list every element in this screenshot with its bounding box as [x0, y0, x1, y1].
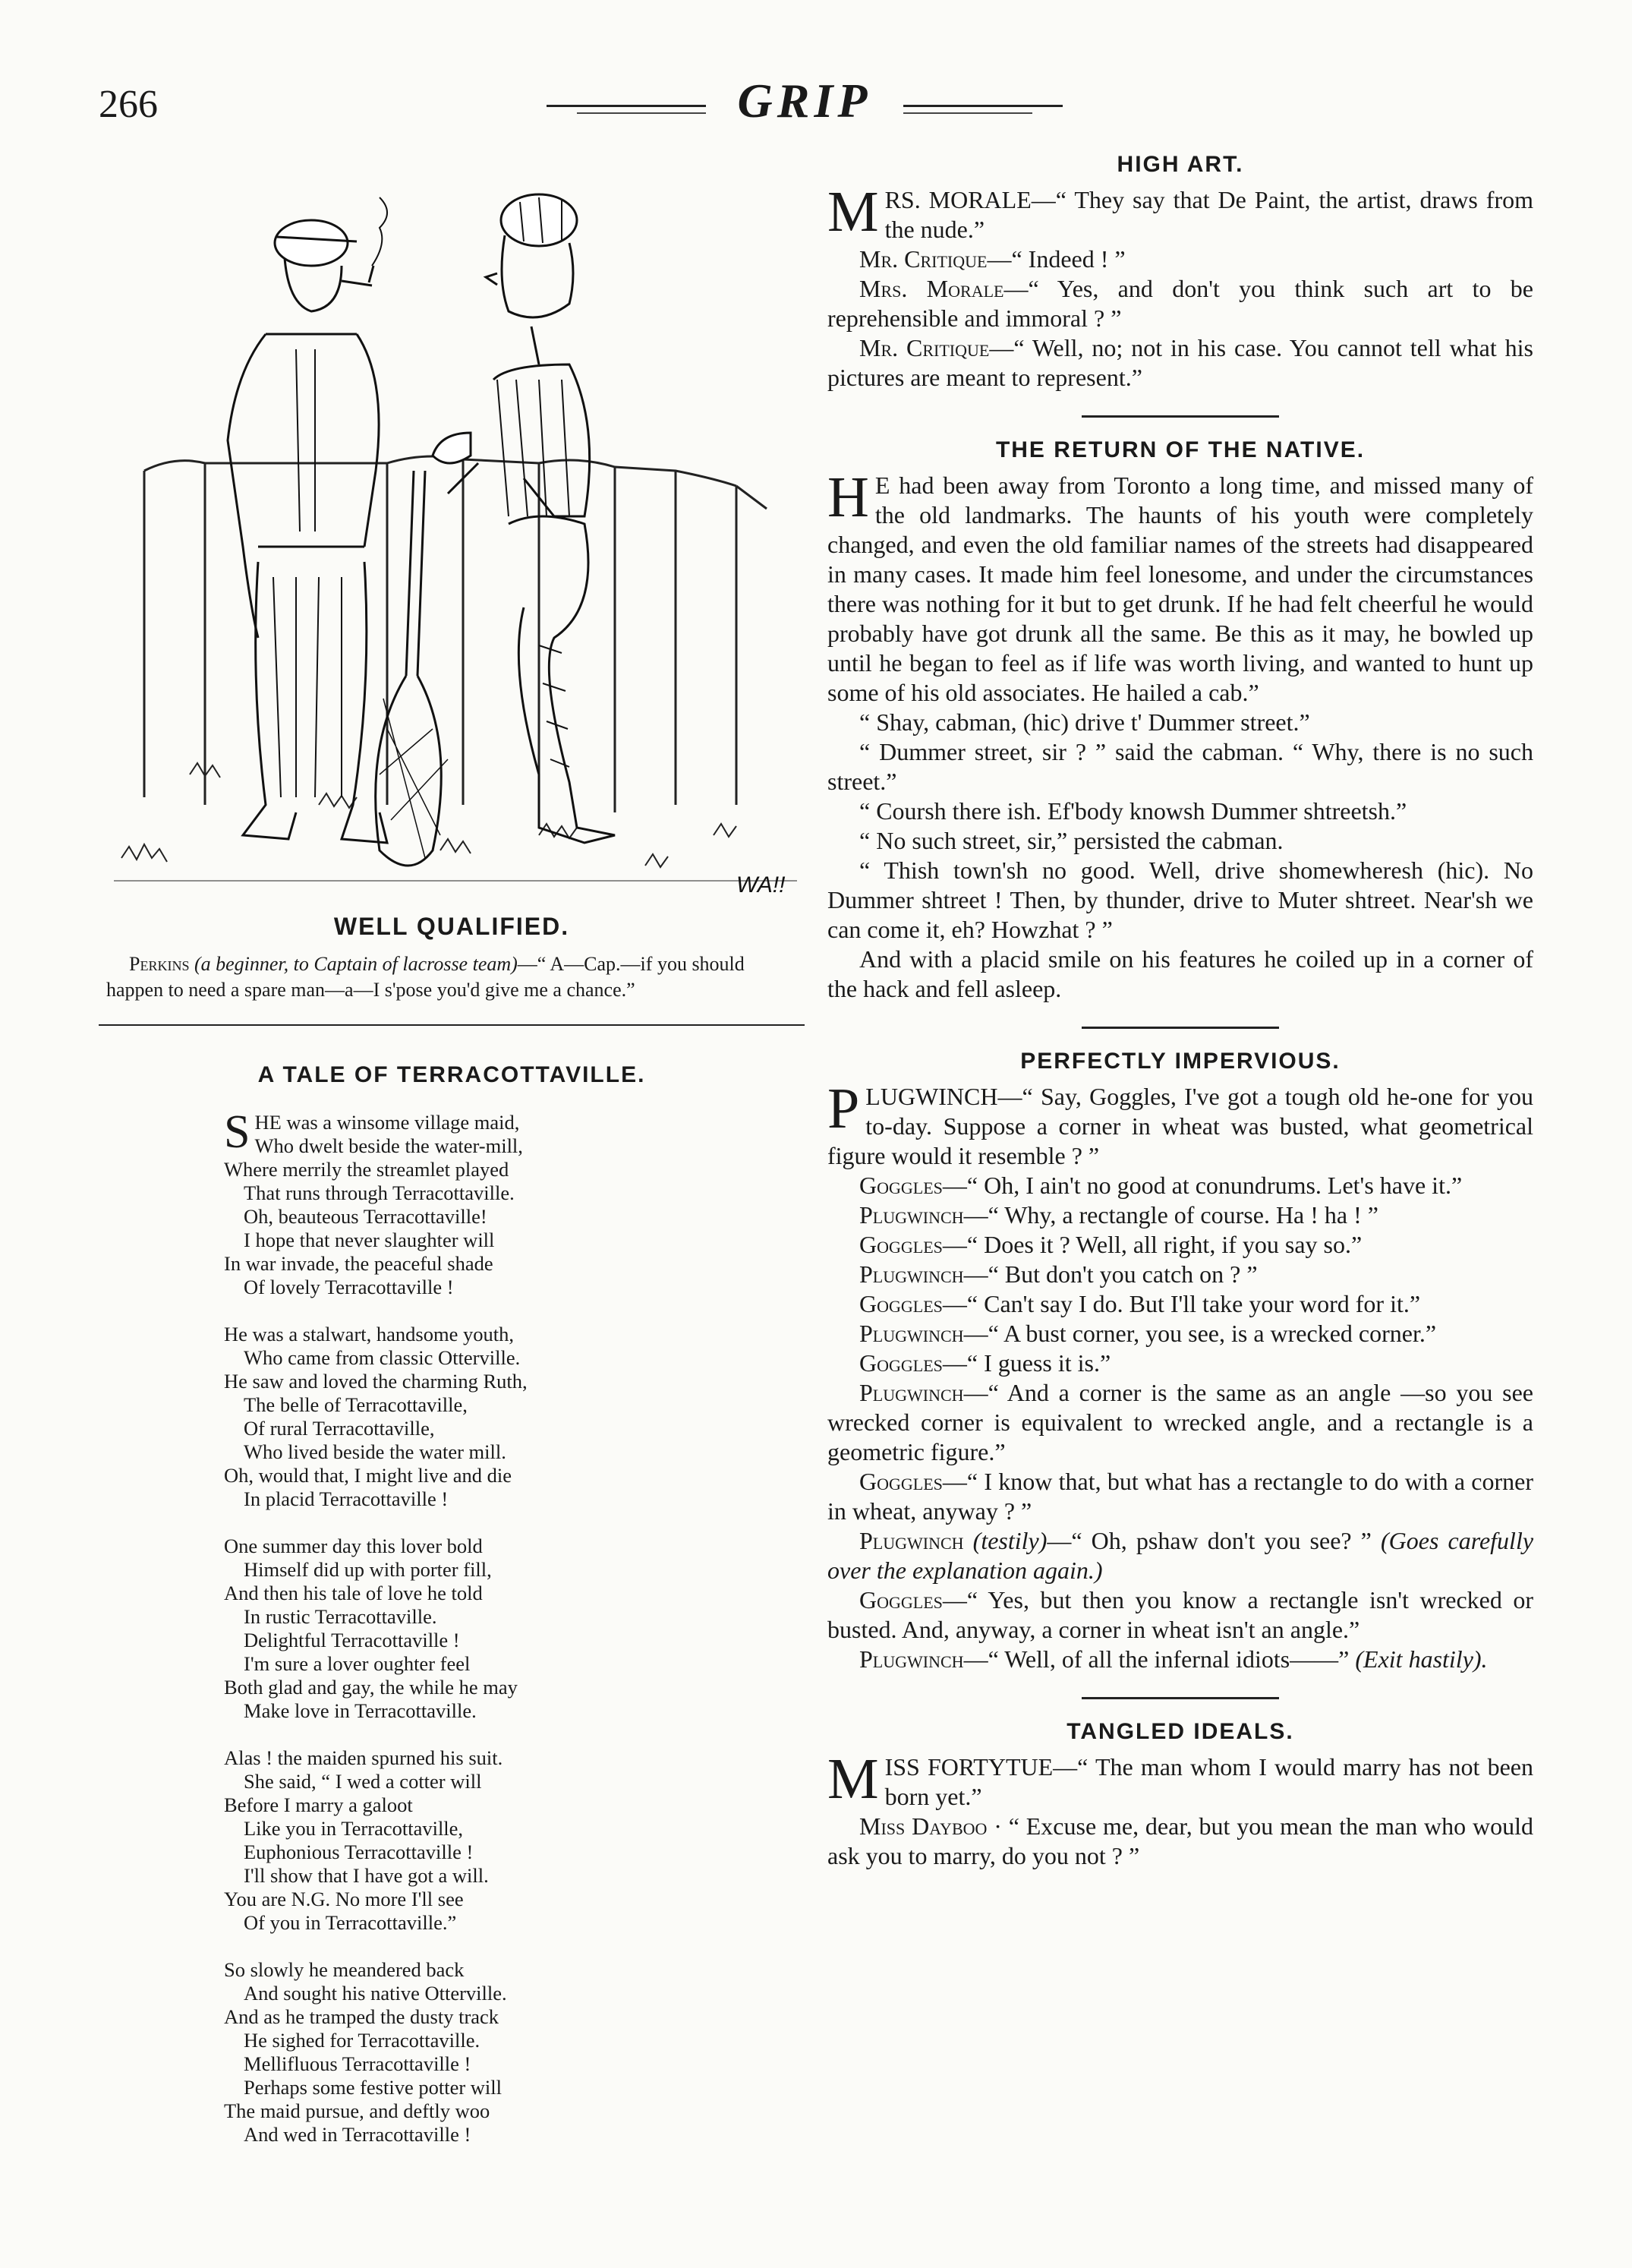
article-paragraph [827, 1171, 1533, 1200]
poem-line: She said, “ I wed a cotter will [244, 1770, 482, 1793]
poem-line: Who lived beside the water mill. [244, 1440, 506, 1463]
article-text: —“ Why, a rectangle of course. Ha ! ha ! ” [963, 1201, 1378, 1229]
poem-line: You are N.G. No more I'll see [224, 1888, 464, 1910]
speaker-name: Goggles [859, 1172, 943, 1199]
article-paragraph [827, 274, 1533, 333]
article-text: —“ Well, of all the infernal idiots——” [963, 1645, 1350, 1673]
stage-direction: (testily) [972, 1527, 1048, 1554]
speaker-name: Mrs. Morale [859, 275, 1004, 302]
poem-title: A TALE OF TERRACOTTAVILLE. [257, 1062, 646, 1087]
poem-line: Of rural Terracottaville, [244, 1417, 435, 1440]
stage-direction: (Exit hastily). [1355, 1645, 1488, 1673]
article-text: —“ Yes, and don't you think such art to be reprehensible and immoral ? ” [827, 275, 1533, 332]
poem-stanza [224, 1958, 805, 2147]
article-text: —“ I know that, but what has a rectangle to do with a corner in wheat, anyway ? ” [827, 1468, 1533, 1525]
poem-line: And sought his native Otterville. [244, 1982, 507, 2005]
perkins-figure-icon [433, 194, 615, 843]
poem-line: So slowly he meandered back [224, 1958, 465, 1981]
article-text: —“ A bust corner, you see, is a wrecked corner.” [963, 1320, 1437, 1347]
grass-icon [114, 763, 797, 881]
article-text: · “ Excuse me, dear, but you mean the man who would ask you to marry, do you not ? ” [827, 1812, 1533, 1869]
article-paragraph [827, 1645, 1533, 1674]
speaker-name: Goggles [859, 1349, 943, 1377]
speaker-name: Plugwinch [859, 1645, 964, 1673]
page-number: 266 [99, 83, 158, 126]
speaker-name: Plugwinch [859, 1320, 964, 1347]
article-paragraph: “ Shay, cabman, (hic) drive t' Dummer street.” [859, 708, 1310, 736]
poem-line: I'm sure a lover oughter feel [244, 1652, 471, 1675]
article-paragraph [827, 1526, 1533, 1585]
article-paragraph: And with a placid smile on his features he coiled up in a corner of the hack and fell asleep. [827, 945, 1533, 1002]
dropcap: M [827, 1747, 879, 1811]
article-text: —“ Indeed ! ” [987, 245, 1126, 273]
tangled-article [827, 1747, 1533, 1871]
speaker-name: Goggles [859, 1468, 943, 1495]
speaker-name: Goggles [859, 1290, 943, 1317]
article-paragraph [827, 1467, 1533, 1526]
poem-line: And wed in Terracottaville ! [244, 2123, 471, 2146]
section-divider [1082, 415, 1279, 418]
poem-stanza [224, 1746, 805, 1935]
section-divider [99, 1024, 805, 1026]
article-paragraph [827, 333, 1533, 393]
poem-line: And as he tramped the dusty track [224, 2005, 499, 2028]
speaker-name: RS. MORALE [884, 186, 1032, 213]
poem-line: And then his tale of love he told [224, 1582, 483, 1604]
poem-line: Of lovely Terracottaville ! [244, 1276, 454, 1298]
dropcap: M [827, 180, 879, 244]
article-text: —“ But don't you catch on ? ” [963, 1260, 1258, 1288]
article-paragraph [827, 1077, 1533, 1171]
right-column [827, 152, 1533, 1871]
poem-line: Oh, would that, I might live and die [224, 1464, 512, 1487]
cartoon-stage-direction: (a beginner, to Captain of lacrosse team) [194, 953, 518, 975]
article-paragraph [827, 244, 1533, 274]
poem-line: HE was a winsome village maid, [254, 1111, 520, 1134]
article-paragraph [827, 1230, 1533, 1260]
article-text: —“ Well, no; not in his case. You cannot tell what his pictures are meant to represent.” [827, 334, 1534, 391]
article-text: E had been away from Toronto a long time, and missed many of the old landmarks. The haunts of his youth were completely changed, and even the old familiar names of the streets had disappeared in many cases. It made him feel lonesome, and under the circumstances there was nothing for it but to get drunk. If he had felt cheerful he would probably have got drunk all the same. Be this as it may, he bowled up until he began to feel as if life was worth living, and wanted to hunt up some of his old associates. He hailed a cab.” [827, 472, 1533, 706]
poem-line: Before I marry a galoot [224, 1793, 413, 1816]
dropcap: H [827, 465, 869, 529]
article-paragraph [827, 1319, 1533, 1348]
poem-line: He was a stalwart, handsome youth, [224, 1323, 514, 1345]
cartoon-illustration [114, 152, 820, 904]
poem-body [224, 1106, 805, 2147]
article-text: ISS FORTYTUE—“ The man whom I would marry has not been born yet.” [884, 1753, 1533, 1810]
captain-figure-icon [228, 197, 387, 843]
poem-line: Mellifluous Terracottaville ! [244, 2052, 471, 2075]
speaker-name: Plugwinch [859, 1379, 964, 1406]
article-paragraph: “ Thish town'sh no good. Well, drive shomewheresh (hic). No Dummer shtreet ! Then, by thunder, drive to Muter shtreet. Near'sh we can come it, eh? Howzhat ? ” [827, 856, 1533, 943]
article-paragraph [827, 1747, 1533, 1812]
article-paragraph [827, 1200, 1533, 1230]
article-paragraph: “ Dummer street, sir ? ” said the cabman. “ Why, there is no such street.” [827, 738, 1533, 795]
poem-stanza [224, 1106, 805, 1299]
article-paragraph: “ No such street, sir,” persisted the cabman. [859, 827, 1284, 854]
impervious-title: PERFECTLY IMPERVIOUS. [1020, 1049, 1341, 1074]
page-header [0, 61, 1632, 144]
cartoon-title: WELL QUALIFIED. [333, 913, 570, 940]
poem-line: Of you in Terracottaville.” [244, 1911, 457, 1934]
speaker-name: Mr. Critique [859, 334, 990, 361]
poem-line: Perhaps some festive potter will [244, 2076, 503, 2099]
speaker-name: Miss Dayboo [859, 1812, 988, 1840]
article-paragraph [827, 1348, 1533, 1378]
poem-line: That runs through Terracottaville. [244, 1181, 515, 1204]
poem-line: Who came from classic Otterville. [244, 1346, 521, 1369]
poem-line: In rustic Terracottaville. [244, 1605, 437, 1628]
poem-stanza [224, 1535, 805, 1723]
poem-line: The maid pursue, and deftly woo [224, 2099, 490, 2122]
poem-dropcap: S [224, 1106, 250, 1158]
section-divider [1082, 1697, 1279, 1699]
article-paragraph [827, 465, 1533, 708]
poem-line: Delightful Terracottaville ! [244, 1629, 460, 1651]
speaker-name: Goggles [859, 1231, 943, 1258]
poem-line: Euphonious Terracottaville ! [244, 1841, 474, 1863]
poem-line: Where merrily the streamlet played [224, 1158, 509, 1181]
speaker-name: Plugwinch [859, 1527, 964, 1554]
dropcap: P [827, 1077, 860, 1140]
masthead [547, 68, 1063, 144]
native-title: THE RETURN OF THE NATIVE. [995, 437, 1366, 462]
artist-signature: WA!! [736, 872, 786, 897]
poem-line: Both glad and gay, the while he may [224, 1676, 518, 1699]
cartoon-speaker: Perkins [129, 953, 190, 975]
article-text: —“ Oh, I ain't no good at conundrums. Let's have it.” [942, 1172, 1463, 1199]
article-text: LUGWINCH—“ Say, Goggles, I've got a tough old he-one for you to-day. Suppose a corner in wheat was busted, what geometrical figure would it resemble ? ” [827, 1083, 1533, 1169]
lacrosse-cartoon-image [114, 152, 797, 904]
poem-line: Alas ! the maiden spurned his suit. [224, 1746, 503, 1769]
article-text: —“ And a corner is the same as an angle —so you see wrecked corner is equivalent to wrecked angle, and a rectangle is a geometric figure.” [827, 1379, 1533, 1465]
high-art-title: HIGH ART. [1117, 152, 1244, 177]
poem-line: In war invade, the peaceful shade [224, 1252, 493, 1275]
article-text: —“ They say that De Paint, the artist, draws from the nude.” [884, 186, 1534, 243]
poem-line: Who dwelt beside the water-mill, [254, 1134, 523, 1157]
stage-direction: (Goes carefully over the explanation again.) [827, 1527, 1534, 1584]
article-text: —“ Yes, but then you know a rectangle isn't wrecked or busted. And, anyway, a corner in wheat isn't an angle.” [827, 1586, 1533, 1643]
speaker-name: Mr. Critique [859, 245, 988, 273]
poem-line: Himself did up with porter fill, [244, 1558, 492, 1581]
article-paragraph [827, 1585, 1533, 1645]
masthead-title: GRIP [737, 74, 872, 128]
article-paragraph [827, 1260, 1533, 1289]
poem-line: One summer day this lover bold [224, 1535, 483, 1557]
poem-line: Oh, beauteous Terracottaville! [244, 1205, 487, 1228]
speaker-name: Plugwinch [859, 1201, 964, 1229]
article-paragraph: “ Coursh there ish. Ef'body knowsh Dummer shtreetsh.” [859, 797, 1407, 825]
poem-line: I hope that never slaughter will [244, 1229, 495, 1251]
article-text: —“ Can't say I do. But I'll take your word for it.” [942, 1290, 1421, 1317]
cartoon-speech: —“ A—Cap.—if you should happen to need a spare man—a—I s'pose you'd give me a chance.” [106, 953, 745, 1001]
cartoon-caption [106, 951, 797, 1003]
poem-line: Like you in Terracottaville, [244, 1817, 464, 1840]
poem-line: He saw and loved the charming Ruth, [224, 1370, 528, 1393]
speaker-name: Goggles [859, 1586, 943, 1613]
article-paragraph [827, 180, 1534, 244]
poem-line: He sighed for Terracottaville. [244, 2029, 480, 2052]
article-text: —“ Oh, pshaw don't you see? ” [1047, 1527, 1372, 1554]
poem-stanza [224, 1323, 805, 1511]
native-article [827, 465, 1533, 1004]
left-column [99, 152, 805, 2170]
speaker-name: Plugwinch [859, 1260, 964, 1288]
impervious-article [827, 1077, 1534, 1674]
article-text: —“ Does it ? Well, all right, if you say so.” [942, 1231, 1363, 1258]
article-paragraph [827, 1289, 1533, 1319]
poem-line: In placid Terracottaville ! [244, 1487, 449, 1510]
poem-line: I'll show that I have got a will. [244, 1864, 489, 1887]
poem-line: Make love in Terracottaville. [244, 1699, 477, 1722]
poem-line: The belle of Terracottaville, [244, 1393, 468, 1416]
high-art-article [827, 180, 1534, 393]
article-text: —“ I guess it is.” [942, 1349, 1111, 1377]
article-paragraph [827, 1378, 1533, 1467]
tangled-title: TANGLED IDEALS. [1066, 1719, 1294, 1744]
section-divider [1082, 1027, 1279, 1029]
article-paragraph [827, 1812, 1533, 1871]
